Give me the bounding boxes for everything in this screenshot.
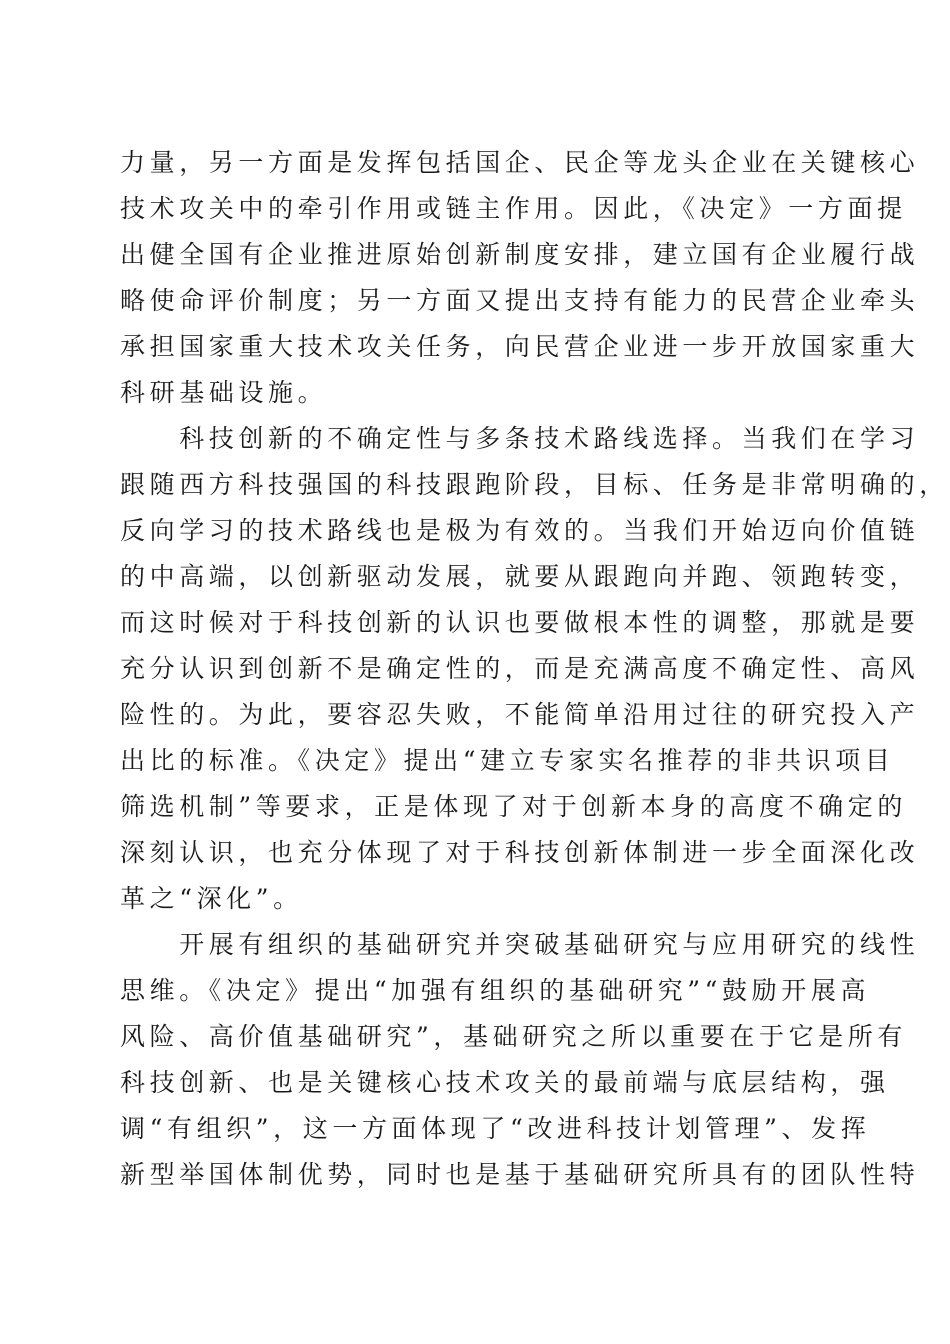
- text-line: 险性的。为此，要容忍失败，不能简单沿用过往的研究投入产: [120, 700, 920, 729]
- text-line: 技术攻关中的牵引作用或链主作用。因此，《决定》一方面提: [120, 194, 907, 223]
- text-line: 思维。《决定》提出“加强有组织的基础研究”“鼓励开展高: [120, 976, 871, 1005]
- text-line: 充分认识到创新不是确定性的，而是充满高度不确定性、高风: [120, 654, 920, 683]
- text-line: 反向学习的技术路线也是极为有效的。当我们开始迈向价值链: [120, 516, 920, 545]
- text-line: 出健全国有企业推进原始创新制度安排，建立国有企业履行战: [120, 240, 920, 269]
- text-line: 科技创新、也是关键核心技术攻关的最前端与底层结构，强: [120, 1068, 890, 1097]
- body-text: [120, 140, 949, 1198]
- text-line: 跟随西方科技强国的科技跟跑阶段，目标、任务是非常明确的，: [120, 470, 949, 499]
- text-line: 力量，另一方面是发挥包括国企、民企等龙头企业在关键核心: [120, 148, 920, 177]
- text-line: 而这时候对于科技创新的认识也要做根本性的调整，那就是要: [120, 608, 920, 637]
- text-line: 出比的标准。《决定》提出“建立专家实名推荐的非共识项目: [120, 746, 895, 775]
- text-line: 承担国家重大技术攻关任务，向民营企业进一步开放国家重大: [120, 332, 920, 361]
- text-line: 开展有组织的基础研究并突破基础研究与应用研究的线性: [120, 930, 920, 959]
- text-line: 革之“深化”。: [120, 884, 303, 913]
- text-line: 深刻认识，也充分体现了对于科技创新体制进一步全面深化改: [120, 838, 920, 867]
- text-line: 的中高端，以创新驱动发展，就要从跟跑向并跑、领跑转变，: [120, 562, 920, 591]
- text-line: 新型举国体制优势，同时也是基于基础研究所具有的团队性特: [120, 1160, 920, 1189]
- text-line: 略使命评价制度；另一方面又提出支持有能力的民营企业牵头: [120, 286, 920, 315]
- text-line: 科研基础设施。: [120, 378, 328, 407]
- text-line: 科技创新的不确定性与多条技术路线选择。当我们在学习: [120, 424, 920, 453]
- text-line: 调“有组织”，这一方面体现了“改进科技计划管理”、发挥: [120, 1114, 871, 1143]
- text-line: 风险、高价值基础研究”，基础研究之所以重要在于它是所有: [120, 1022, 907, 1051]
- text-line: 筛选机制”等要求，正是体现了对于创新本身的高度不确定的: [120, 792, 907, 821]
